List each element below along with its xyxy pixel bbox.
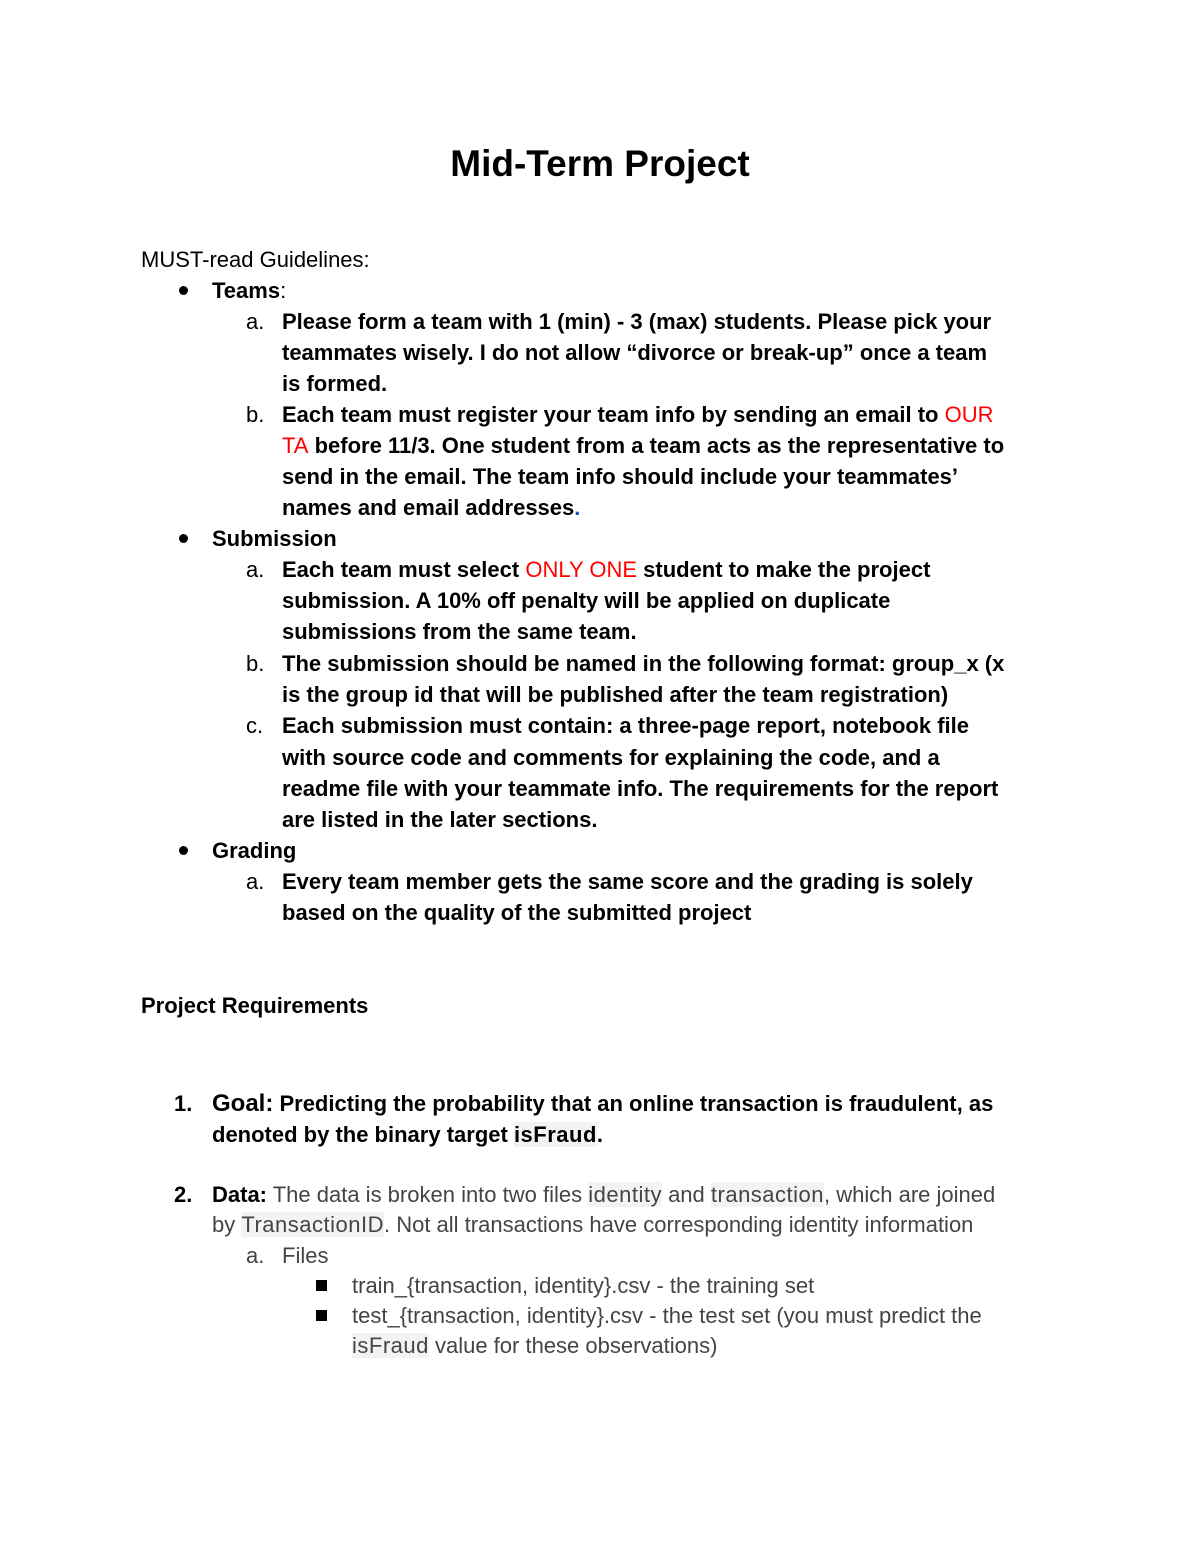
code-isfraud: isFraud [513, 1122, 597, 1147]
submission-c-line-3: readme file with your teammate info. The requirements for the report [282, 776, 999, 801]
square-bullet-icon [316, 1280, 327, 1291]
list-marker: 1. [174, 1091, 193, 1116]
code-identity: identity [588, 1182, 662, 1207]
only-one-highlight: ONLY ONE [525, 557, 638, 582]
submission-label: Submission [212, 526, 337, 551]
teams-b-line-2: TA before 11/3. One student from a team acts as the representative to [282, 433, 1005, 458]
train-file-item: train_{transaction, identity}.csv - the training set [352, 1273, 815, 1298]
goal-line-2: denoted by the binary target isFraud. [212, 1122, 604, 1147]
teams-b-line-1: Each team must register your team info by sending an email to OUR [282, 402, 994, 427]
list-marker: a. [246, 1243, 265, 1268]
submission-a-line-2: submission. A 10% off penalty will be applied on duplicate [282, 588, 891, 613]
submission-a-line-3: submissions from the same team. [282, 619, 637, 644]
list-marker: c. [246, 713, 264, 738]
teams-b-line-3: send in the email. The team info should include your teammates’ [282, 464, 959, 489]
code-transactionid: TransactionID [241, 1212, 384, 1237]
page-title: Mid-Term Project [450, 143, 750, 184]
teams-label: Teams: [212, 278, 287, 303]
grading-label: Grading [212, 838, 297, 863]
list-marker: a. [246, 557, 265, 582]
submission-c-line-2: with source code and comments for explaining the code, and a [282, 745, 940, 770]
list-marker: b. [246, 402, 265, 427]
our-ta-link[interactable]: OUR [944, 402, 994, 427]
teams-a-line-3: is formed. [282, 371, 388, 396]
bullet-icon [179, 846, 188, 855]
submission-b-line-1: The submission should be named in the following format: group_x (x [282, 651, 1005, 676]
submission-c-line-1: Each submission must contain: a three-page report, notebook file [282, 713, 969, 738]
list-marker: 2. [174, 1182, 193, 1207]
list-marker: b. [246, 651, 265, 676]
grading-a-line-1: Every team member gets the same score and the grading is solely [282, 869, 973, 894]
data-line-2: by TransactionID. Not all transactions have corresponding identity information [212, 1212, 974, 1237]
list-marker: a. [246, 309, 265, 334]
square-bullet-icon [316, 1310, 327, 1321]
test-file-line-1: test_{transaction, identity}.csv - the test set (you must predict the [352, 1303, 982, 1328]
our-ta-link[interactable]: TA [282, 433, 309, 458]
requirements-heading: Project Requirements [141, 993, 369, 1018]
bullet-icon [179, 286, 188, 295]
code-isfraud: isFraud [352, 1333, 429, 1358]
data-line-1: Data: The data is broken into two files identity and transaction, which are joined [212, 1182, 996, 1207]
submission-a-line-1: Each team must select ONLY ONE student to make the project [282, 557, 931, 582]
test-file-line-2: isFraud value for these observations) [352, 1333, 718, 1358]
files-label: Files [282, 1243, 329, 1268]
teams-a-line-1: Please form a team with 1 (min) - 3 (max) students. Please pick your [282, 309, 992, 334]
submission-c-line-4: are listed in the later sections. [282, 807, 598, 832]
teams-a-line-2: teammates wisely. I do not allow “divorce or break-up” once a team [282, 340, 988, 365]
bullet-icon [179, 534, 188, 543]
submission-b-line-2: is the group id that will be published after the team registration) [282, 682, 949, 707]
code-transaction: transaction [710, 1182, 825, 1207]
goal-line-1: Goal: Predicting the probability that an online transaction is fraudulent, as [212, 1090, 994, 1117]
guidelines-heading: MUST-read Guidelines: [141, 247, 370, 272]
list-marker: a. [246, 869, 265, 894]
teams-b-line-4: names and email addresses. [282, 495, 581, 520]
grading-a-line-2: based on the quality of the submitted project [282, 900, 752, 925]
